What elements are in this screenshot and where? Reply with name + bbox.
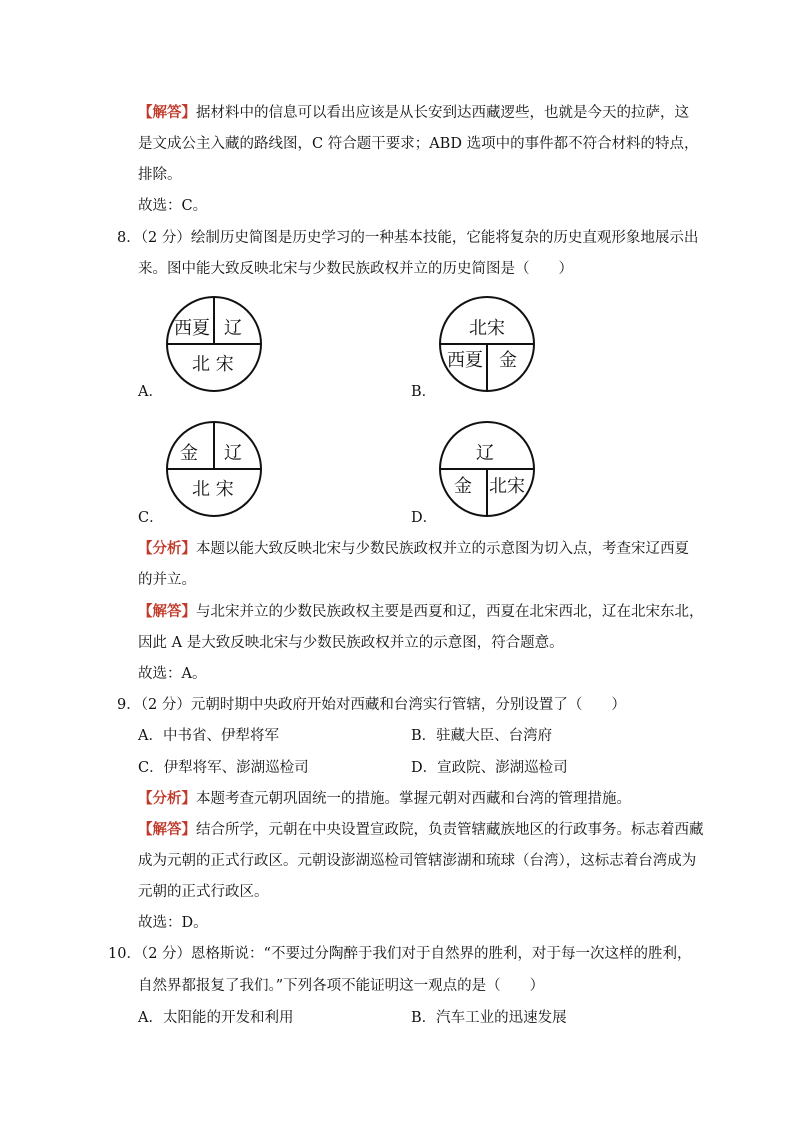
diagram-d-circle: [438, 420, 536, 518]
answer-tag: 【解答】: [138, 603, 196, 620]
q8-option-c[interactable]: C．: [138, 510, 164, 526]
diagram-a: [165, 295, 263, 393]
q10-option-a[interactable]: A．太阳能的开发和利用: [138, 1010, 294, 1026]
q8-choice: 故选：A。: [138, 666, 207, 682]
diagram-b-label-bottom-right: 金: [499, 350, 517, 371]
q8-analysis-line-2: 的并立。: [138, 572, 196, 588]
diagram-a-label-top-right: 辽: [224, 318, 242, 339]
q8-answer-line-1: 【解答】与北宋并立的少数民族政权主要是西夏和辽，西夏在北宋西北，辽在北宋东北，: [138, 603, 704, 620]
q9-answer-line-3: 元朝的正式行政区。: [138, 884, 269, 900]
q8-option-d[interactable]: D．: [411, 510, 438, 526]
diagram-c-circle: [165, 420, 263, 518]
q10-stem-line-2: 自然界都报复了我们。”下列各项不能证明这一观点的是（ ）: [138, 978, 545, 994]
diagram-a-label-bottom: 北 宋: [192, 354, 234, 375]
q8-answer-line-2: 因此 A 是大致反映北宋与少数民族政权并立的示意图，符合题意。: [138, 635, 564, 651]
diagram-c-label-bottom: 北 宋: [192, 479, 234, 500]
analysis-tag: 【分析】: [138, 790, 196, 807]
q8-stem-line-1: 8．（2 分）绘制历史简图是历史学习的一种基本技能，它能将复杂的历史直观形象地展示出: [117, 230, 699, 246]
diagram-c-label-top-right: 辽: [224, 443, 242, 464]
diagram-b-label-top: 北宋: [469, 318, 505, 339]
diagram-a-circle: [165, 295, 263, 393]
q9-option-a[interactable]: A．中书省、伊犁将军: [138, 728, 279, 744]
q7-answer-line-1: 【解答】据材料中的信息可以看出应该是从长安到达西藏逻些，也就是今天的拉萨，这: [138, 104, 689, 121]
q8-option-a[interactable]: A．: [138, 384, 163, 400]
diagram-d-label-bottom-left: 金: [454, 476, 472, 497]
diagram-d-label-bottom-right: 北宋: [489, 476, 525, 497]
q9-option-b[interactable]: B．驻藏大臣、台湾府: [411, 728, 553, 744]
q8-stem-line-2: 来。图中能大致反映北宋与少数民族政权并立的历史简图是（ ）: [138, 261, 573, 277]
diagram-c: [165, 420, 263, 518]
diagram-b: [438, 295, 536, 393]
answer-tag: 【解答】: [138, 821, 196, 838]
q7-answer-line-3: 排除。: [138, 167, 182, 183]
q9-option-c[interactable]: C．伊犁将军、澎湖巡检司: [138, 760, 309, 776]
diagram-b-circle: [438, 295, 536, 393]
q10-option-b[interactable]: B．汽车工业的迅速发展: [411, 1010, 567, 1026]
q9-option-d[interactable]: D．宣政院、澎湖巡检司: [411, 760, 568, 776]
analysis-tag: 【分析】: [138, 540, 196, 557]
q10-stem-line-1: 10．（2 分）恩格斯说：“不要过分陶醉于我们对于自然界的胜利，对于每一次这样的胜利，: [108, 946, 692, 962]
q9-choice: 故选：D。: [138, 915, 208, 931]
diagram-c-label-top-left: 金: [180, 443, 198, 464]
diagram-b-label-bottom-left: 西夏: [447, 350, 483, 371]
q8-option-b[interactable]: B．: [411, 384, 437, 400]
q9-answer-line-2: 成为元朝的正式行政区。元朝设澎湖巡检司管辖澎湖和琉球（台湾），这标志着台湾成为: [138, 853, 697, 869]
q7-answer-line-2: 是文成公主入藏的路线图，C 符合题干要求；ABD 选项中的事件都不符合材料的特点，: [138, 136, 699, 152]
q9-stem: 9．（2 分）元朝时期中央政府开始对西藏和台湾实行管辖，分别设置了（ ）: [117, 697, 626, 713]
q8-analysis-line-1: 【分析】本题以能大致反映北宋与少数民族政权并立的示意图为切入点，考查宋辽西夏: [138, 540, 689, 557]
answer-tag: 【解答】: [138, 104, 196, 121]
diagram-a-label-top-left: 西夏: [174, 318, 210, 339]
q9-analysis: 【分析】本题考查元朝巩固统一的措施。掌握元朝对西藏和台湾的管理措施。: [138, 790, 631, 807]
q7-choice: 故选：C。: [138, 198, 208, 214]
q9-answer-line-1: 【解答】结合所学，元朝在中央设置宣政院，负责管辖藏族地区的行政事务。标志着西藏: [138, 821, 704, 838]
diagram-d-label-top: 辽: [476, 443, 494, 464]
diagram-d: [438, 420, 536, 518]
